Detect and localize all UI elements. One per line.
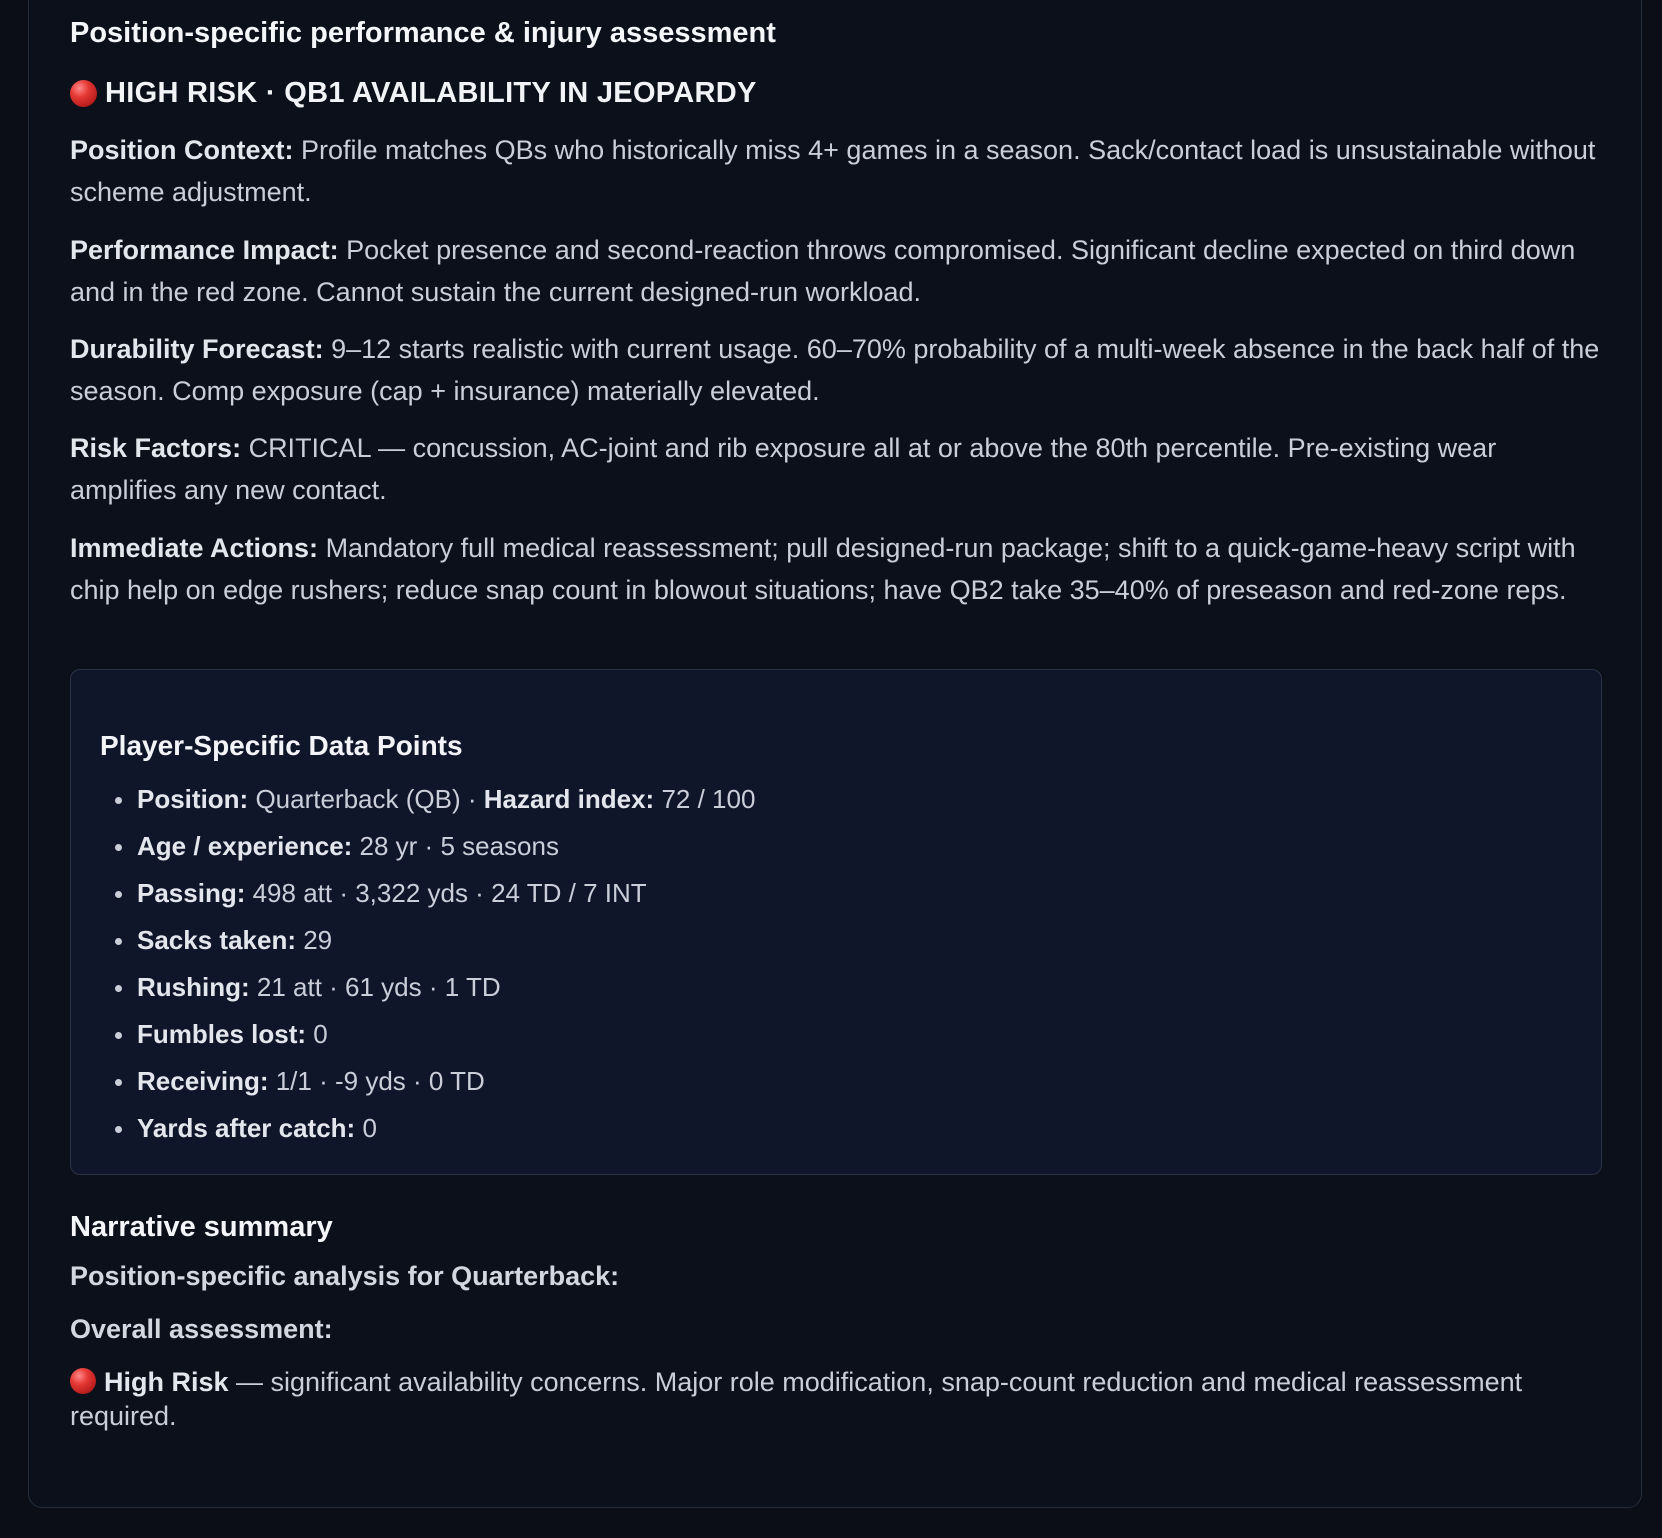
data-points-panel <box>70 669 1602 1175</box>
paragraph-text: Profile matches QBs who historically miss 4+ games in a season. Sack/contact load is unsustainable without scheme adjustment. <box>70 135 1596 207</box>
list-item-age <box>71 829 755 876</box>
item-label: Sacks taken: <box>137 925 296 955</box>
item-label: Position: <box>137 784 249 814</box>
item-value: Quarterback (QB) · <box>248 784 484 814</box>
paragraph-label: Durability Forecast: <box>70 334 324 364</box>
paragraph-label: Performance Impact: <box>70 235 339 265</box>
item-label: Yards after catch: <box>137 1113 356 1143</box>
section-title: Position-specific performance & injury assessment <box>70 17 776 49</box>
list-item-rushing <box>71 970 755 1017</box>
position-context-paragraph <box>70 129 1602 213</box>
paragraph-text: CRITICAL — concussion, AC-joint and rib exposure all at or above the 80th percentile. Pre-existing wear amplifies any new contact. <box>70 433 1497 505</box>
item-value: 29 <box>295 925 333 955</box>
item-label: Hazard index: <box>483 784 655 814</box>
item-label: Receiving: <box>137 1066 269 1096</box>
red-circle-icon <box>70 1368 96 1394</box>
risk-heading-text: HIGH RISK · QB1 AVAILABILITY IN JEOPARDY <box>105 77 757 109</box>
item-value: 21 att · 61 yds · 1 TD <box>249 972 501 1002</box>
list-item-fumbles <box>71 1017 755 1064</box>
immediate-actions-paragraph <box>70 527 1602 611</box>
paragraph-label: Position Context: <box>70 135 294 165</box>
list-item-sacks <box>71 923 755 970</box>
paragraph-label: Risk Factors: <box>70 433 242 463</box>
list-item-position <box>71 782 755 829</box>
summary-risk-label: High Risk <box>104 1367 229 1397</box>
list-item-yac <box>71 1111 755 1158</box>
performance-impact-paragraph <box>70 229 1602 313</box>
paragraph-label: Immediate Actions: <box>70 533 319 563</box>
narrative-title: Narrative summary <box>70 1211 333 1243</box>
risk-factors-paragraph <box>70 427 1602 511</box>
item-label: Passing: <box>137 878 246 908</box>
red-circle-icon <box>70 80 97 107</box>
item-label: Age / experience: <box>137 831 353 861</box>
item-value: 72 / 100 <box>654 784 756 814</box>
item-value: 28 yr · 5 seasons <box>352 831 559 861</box>
data-points-list <box>71 782 755 1158</box>
item-value: 498 att · 3,322 yds · 24 TD / 7 INT <box>245 878 647 908</box>
overall-assessment-heading: Overall assessment: <box>70 1314 333 1344</box>
item-value: 0 <box>355 1113 377 1143</box>
summary-text: — significant availability concerns. Major role modification, snap-count reduction and medical reassessment required. <box>70 1367 1523 1431</box>
list-item-passing <box>71 876 755 923</box>
item-label: Fumbles lost: <box>137 1019 307 1049</box>
assessment-card <box>28 0 1642 1508</box>
paragraph-text: 9–12 starts realistic with current usage. 60–70% probability of a multi-week absence in the back half of the season. Comp exposure (cap + insurance) materially elevated. <box>70 334 1600 406</box>
paragraph-text: Pocket presence and second-reaction throws compromised. Significant decline expected on third down and in the red zone. Cannot sustain the current designed-run workload. <box>70 235 1576 307</box>
risk-heading <box>70 77 757 110</box>
position-analysis-heading: Position-specific analysis for Quarterback: <box>70 1261 620 1291</box>
paragraph-text: Mandatory full medical reassessment; pull designed-run package; shift to a quick-game-heavy script with chip help on edge rushers; reduce snap count in blowout situations; have QB2 take 35–40% of preseason and red-zone reps. <box>70 533 1576 605</box>
item-label: Rushing: <box>137 972 250 1002</box>
list-item-receiving <box>71 1064 755 1111</box>
item-value: 0 <box>306 1019 328 1049</box>
data-points-title: Player-Specific Data Points <box>100 730 463 761</box>
item-value: 1/1 · -9 yds · 0 TD <box>268 1066 485 1096</box>
overall-summary <box>70 1365 1602 1433</box>
durability-forecast-paragraph <box>70 328 1602 412</box>
